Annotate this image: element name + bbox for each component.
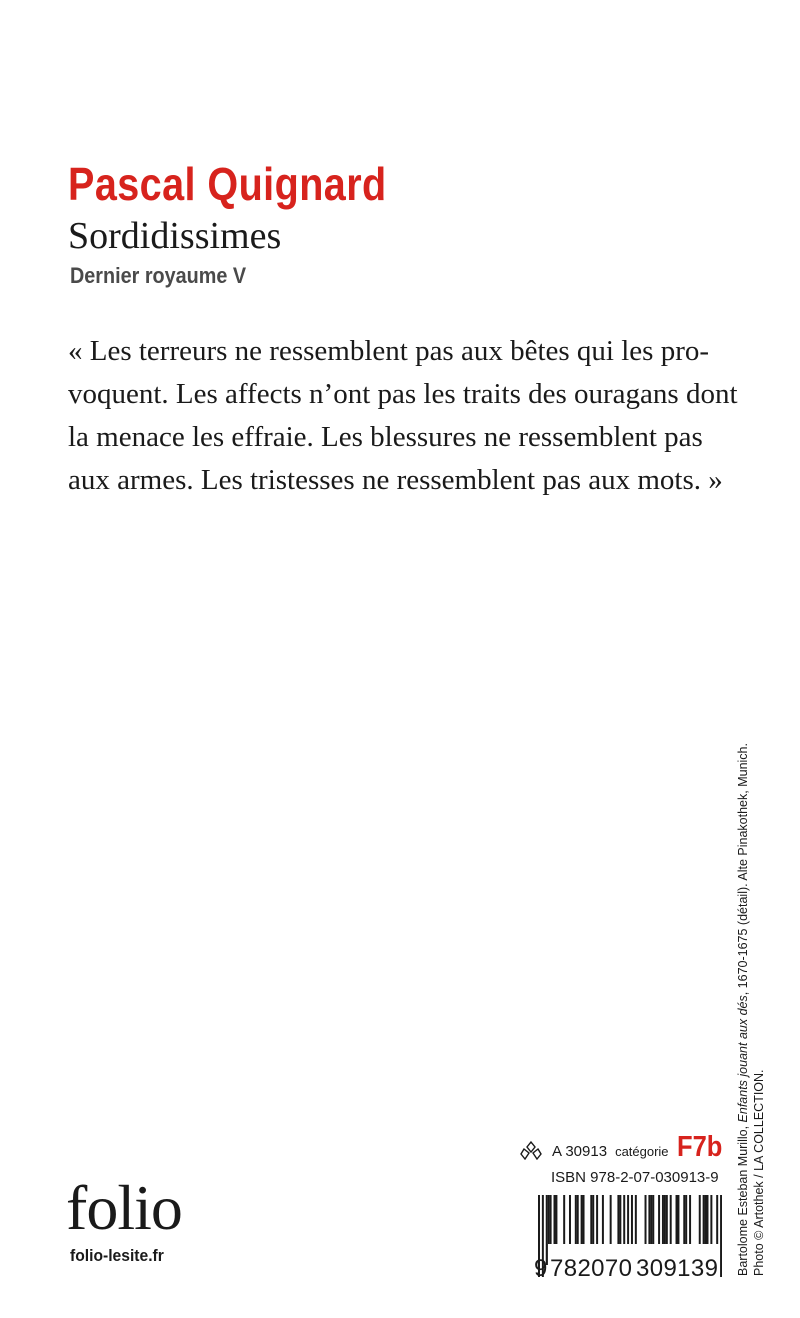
barcode-digits-left: 782070 xyxy=(550,1255,632,1280)
category-value: F7b xyxy=(676,1131,722,1163)
credit-line-1 xyxy=(735,743,751,1276)
category-label: catégorie xyxy=(615,1144,669,1159)
photo-credit xyxy=(735,743,767,1276)
barcode-digit-lead: 9 xyxy=(534,1255,548,1280)
book-title: Sordidissimes xyxy=(68,215,282,257)
quote-line: la menace les effraie. Les blessures ne ressemblent pas xyxy=(68,421,703,453)
credit-line-2: Photo © Artothek / LA COLLECTION. xyxy=(752,1069,766,1276)
book-subtitle: Dernier royaume V xyxy=(70,263,247,288)
credit-artist: Bartolome Esteban Murillo, xyxy=(736,1122,750,1276)
catalog-info xyxy=(520,1130,728,1162)
catalog-code: A 30913 xyxy=(552,1143,608,1160)
folio-logo: folio xyxy=(66,1172,182,1243)
quote-line: voquent. Les affects n’ont pas les traits des ouragans dont xyxy=(68,378,738,410)
quote-line: aux armes. Les tristesses ne ressemblent pas aux mots. » xyxy=(68,464,723,496)
author-name: Pascal Quignard xyxy=(68,158,387,210)
back-cover-quote xyxy=(68,330,738,502)
credit-artwork-title: Enfants jouant aux dés xyxy=(736,995,750,1123)
quote-line: « Les terreurs ne ressemblent pas aux bêtes qui les pro- xyxy=(68,335,710,367)
barcode-digits-right: 309139 xyxy=(636,1255,718,1280)
isbn: ISBN 978-2-07-030913-9 xyxy=(551,1169,719,1186)
publisher-website: folio-lesite.fr xyxy=(70,1246,164,1265)
credit-details: , 1670-1675 (détail). Alte Pinakothek, Munich. xyxy=(736,743,750,996)
book-stand-icon xyxy=(520,1140,542,1160)
barcode-digits xyxy=(534,1240,724,1280)
